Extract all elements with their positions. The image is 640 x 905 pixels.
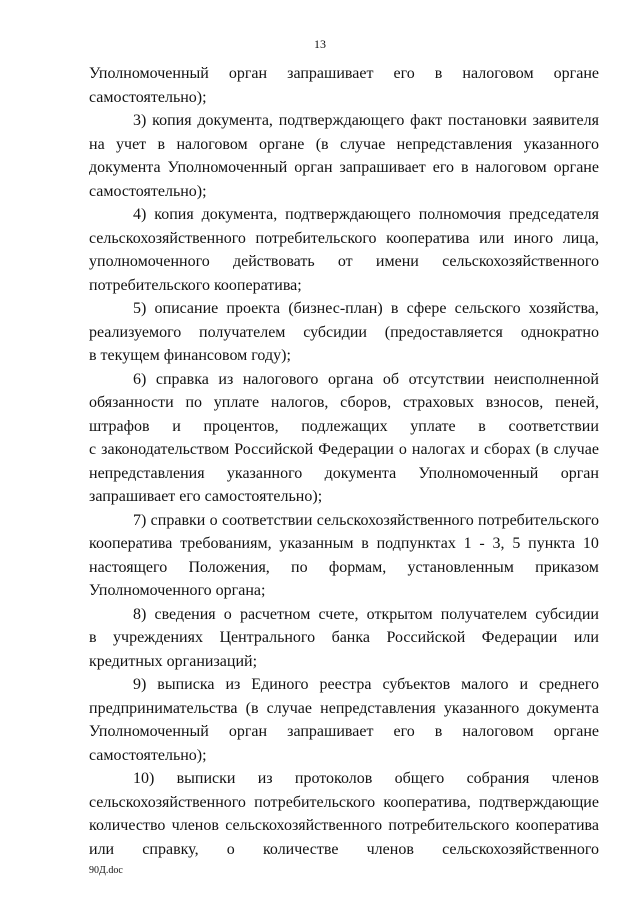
word: (в <box>245 699 259 717</box>
word: действовать <box>232 253 315 270</box>
word: реестра <box>319 676 372 693</box>
word: органе <box>553 723 599 740</box>
word: иного <box>513 229 554 247</box>
word: налоговом <box>176 135 248 153</box>
word: случае <box>339 135 386 153</box>
word: налоговом <box>462 65 534 82</box>
word: справка <box>155 370 209 388</box>
word: штрафов <box>89 417 150 435</box>
word: о <box>226 840 235 858</box>
word: налогах <box>411 441 466 458</box>
word: полномочия <box>418 206 502 223</box>
word: лица, <box>562 229 599 247</box>
text-line <box>89 556 599 580</box>
text-line: кредитных организаций; <box>89 652 258 670</box>
word: неисполненной <box>493 370 599 388</box>
text-line <box>89 133 599 157</box>
word: банка <box>331 629 370 646</box>
word: законодательством <box>101 441 230 458</box>
word: документа <box>89 159 161 176</box>
word: с <box>89 441 97 458</box>
word: подлежащих <box>301 417 388 435</box>
word: или <box>89 840 115 858</box>
text-line <box>89 697 599 721</box>
word: учет <box>116 135 147 153</box>
word: (предоставляется <box>384 323 503 341</box>
word: однократно <box>520 323 599 341</box>
word: кооператива <box>515 817 599 834</box>
word: настоящего <box>89 558 168 576</box>
word: указанным <box>279 535 354 552</box>
word: уплате <box>213 394 260 411</box>
word: Российской <box>386 629 466 646</box>
word: членов <box>366 840 414 858</box>
word: (бизнес-план) <box>288 300 383 317</box>
word: потребительского <box>478 511 599 529</box>
word: орган <box>228 65 268 82</box>
word: факт <box>410 112 443 129</box>
word: налоговом <box>462 723 534 740</box>
text-line <box>89 791 599 815</box>
word: орган <box>294 159 333 176</box>
word: потребительского <box>254 793 376 811</box>
word: количество <box>89 817 166 834</box>
document-body <box>89 62 599 861</box>
word: о <box>209 511 218 529</box>
word: 6) <box>133 370 147 388</box>
word: субсидии <box>303 323 367 341</box>
word: открытом <box>366 605 433 623</box>
text-line <box>89 438 599 462</box>
word: о <box>398 441 407 458</box>
word: на <box>89 135 105 153</box>
word: документа <box>527 699 599 717</box>
word: сельскохозяйственного <box>442 840 599 858</box>
word: 8) <box>133 605 147 623</box>
word: количестве <box>262 840 339 858</box>
word: 3, <box>492 535 505 552</box>
word: в <box>390 300 399 317</box>
document-footer: 90Д.doc <box>89 865 123 876</box>
word: непредставления <box>396 135 513 153</box>
word: подтверждающие <box>478 793 599 811</box>
word: реализуемого <box>89 323 182 341</box>
word: случае <box>266 699 313 717</box>
word: из <box>225 676 241 693</box>
word: Уполномоченный <box>89 65 209 82</box>
word: сельскохозяйственного <box>442 253 599 270</box>
text-line <box>89 391 599 415</box>
word: пункта <box>528 535 576 552</box>
word: об <box>382 370 400 388</box>
word: подтверждающего <box>285 206 411 223</box>
word: или <box>573 629 599 646</box>
word: хозяйства, <box>528 300 599 317</box>
word: членов <box>171 817 219 834</box>
word: членов <box>551 770 599 787</box>
text-line <box>89 297 599 321</box>
word: 3) <box>133 112 147 129</box>
word: орган <box>560 464 599 482</box>
word: потребительского <box>388 817 510 834</box>
word: подтверждающего <box>278 112 405 129</box>
text-line <box>89 462 599 486</box>
word: описание <box>154 300 219 317</box>
word: сельского <box>454 300 521 317</box>
word: налоговом <box>475 159 547 176</box>
word: сфере <box>406 300 447 317</box>
word: документа, <box>197 112 273 129</box>
word: 7) <box>133 511 147 529</box>
word: документа, <box>201 206 278 223</box>
word: о <box>223 605 232 623</box>
text-line <box>89 814 599 838</box>
word: получателем <box>199 323 286 341</box>
word: 5) <box>133 300 147 317</box>
word: сборах <box>484 441 531 458</box>
word: подпунктах <box>376 535 456 552</box>
word: Центрального <box>219 629 316 646</box>
word: соответствии <box>508 417 599 435</box>
word: случае <box>553 441 599 458</box>
word: 9) <box>133 676 147 693</box>
text-line <box>89 720 599 744</box>
word: налогов, <box>270 394 329 411</box>
word: кооператива <box>386 229 470 247</box>
word: по <box>185 394 203 411</box>
word: обязанности <box>89 394 174 411</box>
word: Российской <box>234 441 314 458</box>
word: заявителя <box>532 112 599 129</box>
text-line: запрашивает его самостоятельно); <box>89 488 323 505</box>
word: учреждениях <box>113 629 203 646</box>
word: и <box>519 676 529 693</box>
word: (в <box>315 135 329 153</box>
word: справку, <box>142 840 199 858</box>
text-line <box>89 156 599 180</box>
text-line <box>89 838 599 862</box>
word: 10) <box>133 770 155 787</box>
word: Уполномоченный <box>418 464 539 482</box>
word: налогового <box>242 370 319 388</box>
word: Уполномоченный <box>89 723 209 740</box>
word: требованиям, <box>180 535 272 552</box>
word: указанного <box>443 699 520 717</box>
word: протоколов <box>294 770 373 787</box>
word: из <box>257 770 273 787</box>
text-line: в текущем финансовом году); <box>89 347 291 364</box>
text-line <box>89 62 599 86</box>
page-number: 13 <box>314 37 326 51</box>
word: по <box>291 558 308 576</box>
word: запрашивает <box>287 65 374 82</box>
word: отсутствии <box>408 370 485 388</box>
word: документа <box>324 464 397 482</box>
word: - <box>479 535 485 552</box>
word: кооператива <box>89 535 173 552</box>
word: указанного <box>226 464 303 482</box>
text-line <box>89 321 599 345</box>
word: или <box>479 229 505 247</box>
text-line <box>89 603 599 627</box>
word: в <box>434 723 443 740</box>
word: потребительского <box>255 229 377 247</box>
text-line: Уполномоченного органа; <box>89 582 266 599</box>
word: малого <box>461 676 509 693</box>
text-line: потребительского кооператива; <box>89 276 302 294</box>
word: в <box>361 535 369 552</box>
word: приказом <box>535 558 599 576</box>
word: в <box>434 65 443 82</box>
word: формам, <box>328 558 387 576</box>
word: выписка <box>157 676 215 693</box>
word: сельскохозяйственного <box>89 793 246 811</box>
text-line: самостоятельно); <box>89 182 207 200</box>
word: в <box>157 135 166 153</box>
word: соответствии <box>222 511 313 529</box>
word: справки <box>150 511 206 529</box>
word: орган <box>228 723 268 740</box>
word: 1 <box>463 535 472 552</box>
word: 5 <box>512 535 521 552</box>
word: кооператива, <box>383 793 471 811</box>
word: постановки <box>448 112 527 129</box>
word: сельскохозяйственного <box>225 817 383 834</box>
word: в <box>478 417 486 435</box>
word: копия <box>154 206 194 223</box>
word: органе <box>259 135 305 153</box>
word: в <box>89 629 97 646</box>
word: и <box>470 441 479 458</box>
word: его <box>393 723 415 740</box>
word: счете, <box>318 605 359 623</box>
word: собрания <box>466 770 530 787</box>
text-line <box>89 532 599 556</box>
text-line <box>89 109 599 133</box>
text-line <box>89 250 599 274</box>
word: его <box>393 65 415 82</box>
word: выписки <box>176 770 236 787</box>
word: имени <box>375 253 419 270</box>
word: непредставления <box>89 464 205 482</box>
word: общего <box>394 770 445 787</box>
text-line <box>89 509 599 533</box>
text-line: самостоятельно); <box>89 746 207 764</box>
word: копия <box>152 112 192 129</box>
word: его <box>432 159 454 176</box>
word: непредставления <box>320 699 436 717</box>
word: в <box>460 159 469 176</box>
word: от <box>337 253 353 270</box>
text-line <box>89 626 599 650</box>
word: 4) <box>133 206 147 223</box>
word: сельскохозяйственного <box>89 229 246 247</box>
text-line <box>89 227 599 251</box>
word: (в <box>535 441 549 458</box>
text-line <box>89 203 599 227</box>
word: сборов, <box>340 394 392 411</box>
word: установленным <box>407 558 514 576</box>
word: Положения, <box>188 558 270 576</box>
text-line <box>89 673 599 697</box>
word: Федерации <box>481 629 558 646</box>
word: запрашивает <box>339 159 426 176</box>
word: расчетном <box>239 605 311 623</box>
word: проекта <box>226 300 281 317</box>
word: субъектов <box>382 676 451 693</box>
word: предпринимательства <box>89 699 238 717</box>
word: запрашивает <box>287 723 374 740</box>
word: пеней, <box>555 394 599 411</box>
word: процентов, <box>203 417 279 435</box>
word: взносов, <box>485 394 544 411</box>
word: органе <box>553 65 599 82</box>
word: органе <box>553 159 599 176</box>
word: получателем <box>440 605 528 623</box>
word: указанного <box>523 135 599 153</box>
word: органа <box>327 370 374 388</box>
word: сельскохозяйственного <box>316 511 474 529</box>
word: из <box>218 370 234 388</box>
text-line: самостоятельно); <box>89 88 207 106</box>
word: уплате <box>410 417 456 435</box>
word: страховых <box>402 394 475 411</box>
word: и <box>172 417 181 435</box>
word: Федерации <box>318 441 394 458</box>
word: сведения <box>154 605 216 623</box>
text-line <box>89 415 599 439</box>
word: Уполномоченный <box>167 159 288 176</box>
text-line <box>89 767 599 791</box>
text-line <box>89 368 599 392</box>
word: председателя <box>508 206 599 223</box>
word: среднего <box>539 676 599 693</box>
word: уполномоченного <box>89 253 210 270</box>
word: 10 <box>582 535 599 552</box>
word: Единого <box>251 676 309 693</box>
word: субсидии <box>535 605 599 623</box>
